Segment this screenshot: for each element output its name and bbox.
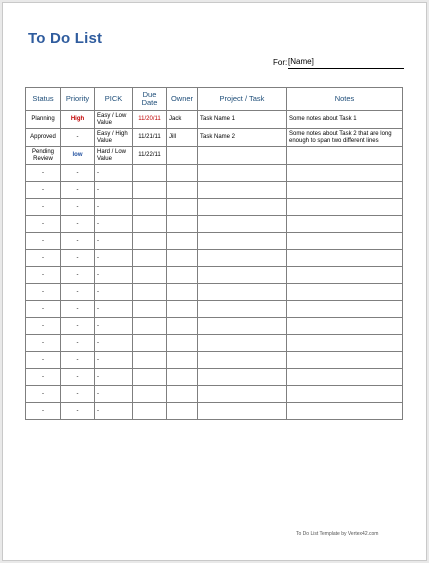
priority-cell[interactable]: - — [61, 250, 95, 267]
pick-cell[interactable]: - — [95, 318, 133, 335]
owner-cell[interactable] — [167, 386, 198, 403]
priority-cell[interactable]: - — [61, 403, 95, 420]
status-cell[interactable]: Pending Review — [26, 147, 61, 165]
priority-cell[interactable]: low — [61, 147, 95, 165]
task-cell[interactable]: Task Name 1 — [198, 111, 287, 129]
priority-cell[interactable]: - — [61, 284, 95, 301]
notes-cell[interactable] — [287, 267, 403, 284]
priority-cell[interactable]: - — [61, 267, 95, 284]
owner-cell[interactable] — [167, 352, 198, 369]
header-project-task: Project / Task — [198, 88, 287, 111]
due-date-cell[interactable] — [133, 284, 167, 301]
task-cell[interactable] — [198, 403, 287, 420]
priority-cell[interactable]: - — [61, 182, 95, 199]
due-date-cell[interactable] — [133, 352, 167, 369]
table-row — [26, 335, 403, 352]
pick-cell[interactable]: - — [95, 284, 133, 301]
task-cell[interactable] — [198, 267, 287, 284]
notes-cell[interactable] — [287, 318, 403, 335]
due-date-cell[interactable] — [133, 335, 167, 352]
table-row — [26, 182, 403, 199]
due-date-cell[interactable] — [133, 250, 167, 267]
priority-cell[interactable]: - — [61, 216, 95, 233]
due-date-cell[interactable] — [133, 267, 167, 284]
due-date-cell[interactable] — [133, 165, 167, 182]
task-cell[interactable] — [198, 369, 287, 386]
task-cell[interactable] — [198, 284, 287, 301]
pick-cell[interactable]: - — [95, 199, 133, 216]
status-cell[interactable]: - — [26, 284, 61, 301]
priority-cell[interactable]: - — [61, 386, 95, 403]
due-date-cell[interactable] — [133, 369, 167, 386]
owner-cell[interactable] — [167, 335, 198, 352]
notes-cell[interactable] — [287, 301, 403, 318]
task-cell[interactable] — [198, 165, 287, 182]
table-row — [26, 111, 403, 129]
status-cell[interactable]: - — [26, 335, 61, 352]
table-row — [26, 165, 403, 182]
priority-cell[interactable]: - — [61, 318, 95, 335]
table-row — [26, 233, 403, 250]
pick-cell[interactable]: - — [95, 233, 133, 250]
table-row — [26, 129, 403, 147]
notes-cell[interactable] — [287, 403, 403, 420]
table-row — [26, 369, 403, 386]
status-cell[interactable]: - — [26, 250, 61, 267]
status-cell[interactable]: - — [26, 233, 61, 250]
due-date-cell[interactable] — [133, 182, 167, 199]
pick-cell[interactable]: - — [95, 165, 133, 182]
task-cell[interactable] — [198, 352, 287, 369]
notes-cell[interactable] — [287, 369, 403, 386]
due-date-cell[interactable] — [133, 386, 167, 403]
pick-cell[interactable]: - — [95, 267, 133, 284]
due-date-cell[interactable]: 11/21/11 — [133, 129, 167, 147]
notes-cell[interactable] — [287, 386, 403, 403]
header-status: Status — [26, 88, 61, 111]
notes-cell[interactable] — [287, 147, 403, 165]
task-cell[interactable] — [198, 216, 287, 233]
pick-cell[interactable]: Easy / High Value — [95, 129, 133, 147]
table-row — [26, 386, 403, 403]
task-cell[interactable] — [198, 335, 287, 352]
owner-cell[interactable] — [167, 369, 198, 386]
due-date-cell[interactable] — [133, 403, 167, 420]
status-cell[interactable]: - — [26, 182, 61, 199]
owner-cell[interactable] — [167, 216, 198, 233]
table-row — [26, 403, 403, 420]
priority-cell[interactable]: - — [61, 335, 95, 352]
status-cell[interactable]: Planning — [26, 111, 61, 129]
notes-cell[interactable] — [287, 233, 403, 250]
owner-cell[interactable] — [167, 284, 198, 301]
for-name-field[interactable]: [Name] — [288, 57, 404, 69]
table-row — [26, 267, 403, 284]
owner-cell[interactable] — [167, 318, 198, 335]
task-cell[interactable] — [198, 318, 287, 335]
table-row — [26, 352, 403, 369]
notes-cell[interactable] — [287, 165, 403, 182]
status-cell[interactable]: - — [26, 318, 61, 335]
notes-cell[interactable]: Some notes about Task 1 — [287, 111, 403, 129]
due-date-cell[interactable]: 11/22/11 — [133, 147, 167, 165]
pick-cell[interactable]: - — [95, 182, 133, 199]
priority-cell[interactable]: - — [61, 233, 95, 250]
page-title: To Do List — [28, 30, 103, 47]
header-due-date: Due Date — [133, 88, 167, 111]
due-date-cell[interactable] — [133, 216, 167, 233]
owner-cell[interactable] — [167, 233, 198, 250]
footer-credit: To Do List Template by Vertex42.com — [296, 531, 379, 537]
pick-cell[interactable]: Easy / Low Value — [95, 111, 133, 129]
status-cell[interactable]: Approved — [26, 129, 61, 147]
priority-cell[interactable]: - — [61, 369, 95, 386]
owner-cell[interactable] — [167, 199, 198, 216]
task-cell[interactable]: Task Name 2 — [198, 129, 287, 147]
owner-cell[interactable] — [167, 301, 198, 318]
status-cell[interactable]: - — [26, 165, 61, 182]
priority-cell[interactable]: - — [61, 165, 95, 182]
owner-cell[interactable]: Jack — [167, 111, 198, 129]
due-date-cell[interactable] — [133, 318, 167, 335]
pick-cell[interactable]: - — [95, 250, 133, 267]
status-cell[interactable]: - — [26, 369, 61, 386]
notes-cell[interactable]: Some notes about Task 2 that are long enough to span two different lines — [287, 129, 403, 147]
task-cell[interactable] — [198, 250, 287, 267]
owner-cell[interactable] — [167, 267, 198, 284]
header-owner: Owner — [167, 88, 198, 111]
owner-cell[interactable] — [167, 165, 198, 182]
owner-cell[interactable]: Jill — [167, 129, 198, 147]
due-date-cell[interactable] — [133, 233, 167, 250]
status-cell[interactable]: - — [26, 301, 61, 318]
pick-cell[interactable]: - — [95, 403, 133, 420]
table-row — [26, 318, 403, 335]
status-cell[interactable]: - — [26, 216, 61, 233]
priority-cell[interactable]: - — [61, 301, 95, 318]
notes-cell[interactable] — [287, 335, 403, 352]
table-row — [26, 216, 403, 233]
task-cell[interactable] — [198, 386, 287, 403]
status-cell[interactable]: - — [26, 403, 61, 420]
task-cell[interactable] — [198, 199, 287, 216]
priority-cell[interactable]: - — [61, 352, 95, 369]
table-row — [26, 250, 403, 267]
task-cell[interactable] — [198, 182, 287, 199]
owner-cell[interactable] — [167, 403, 198, 420]
pick-cell[interactable]: Hard / Low Value — [95, 147, 133, 165]
task-cell[interactable] — [198, 147, 287, 165]
status-cell[interactable]: - — [26, 386, 61, 403]
pick-cell[interactable]: - — [95, 335, 133, 352]
pick-cell[interactable]: - — [95, 216, 133, 233]
owner-cell[interactable] — [167, 147, 198, 165]
status-cell[interactable]: - — [26, 199, 61, 216]
due-date-cell[interactable]: 11/20/11 — [133, 111, 167, 129]
due-date-cell[interactable] — [133, 301, 167, 318]
table-row — [26, 147, 403, 165]
header-notes: Notes — [287, 88, 403, 111]
table-row — [26, 284, 403, 301]
priority-cell[interactable]: High — [61, 111, 95, 129]
owner-cell[interactable] — [167, 250, 198, 267]
header-pick: PICK — [95, 88, 133, 111]
notes-cell[interactable] — [287, 284, 403, 301]
header-priority: Priority — [61, 88, 95, 111]
notes-cell[interactable] — [287, 216, 403, 233]
table-row — [26, 199, 403, 216]
task-cell[interactable] — [198, 233, 287, 250]
due-date-cell[interactable] — [133, 199, 167, 216]
status-cell[interactable]: - — [26, 352, 61, 369]
pick-cell[interactable]: - — [95, 369, 133, 386]
table-header-row — [26, 88, 403, 111]
notes-cell[interactable] — [287, 352, 403, 369]
owner-cell[interactable] — [167, 182, 198, 199]
notes-cell[interactable] — [287, 250, 403, 267]
for-label: For: — [273, 58, 288, 67]
status-cell[interactable]: - — [26, 267, 61, 284]
notes-cell[interactable] — [287, 182, 403, 199]
task-cell[interactable] — [198, 301, 287, 318]
table-row — [26, 301, 403, 318]
priority-cell[interactable]: - — [61, 199, 95, 216]
priority-cell[interactable]: - — [61, 129, 95, 147]
pick-cell[interactable]: - — [95, 301, 133, 318]
todo-table — [25, 87, 403, 420]
pick-cell[interactable]: - — [95, 386, 133, 403]
pick-cell[interactable]: - — [95, 352, 133, 369]
notes-cell[interactable] — [287, 199, 403, 216]
